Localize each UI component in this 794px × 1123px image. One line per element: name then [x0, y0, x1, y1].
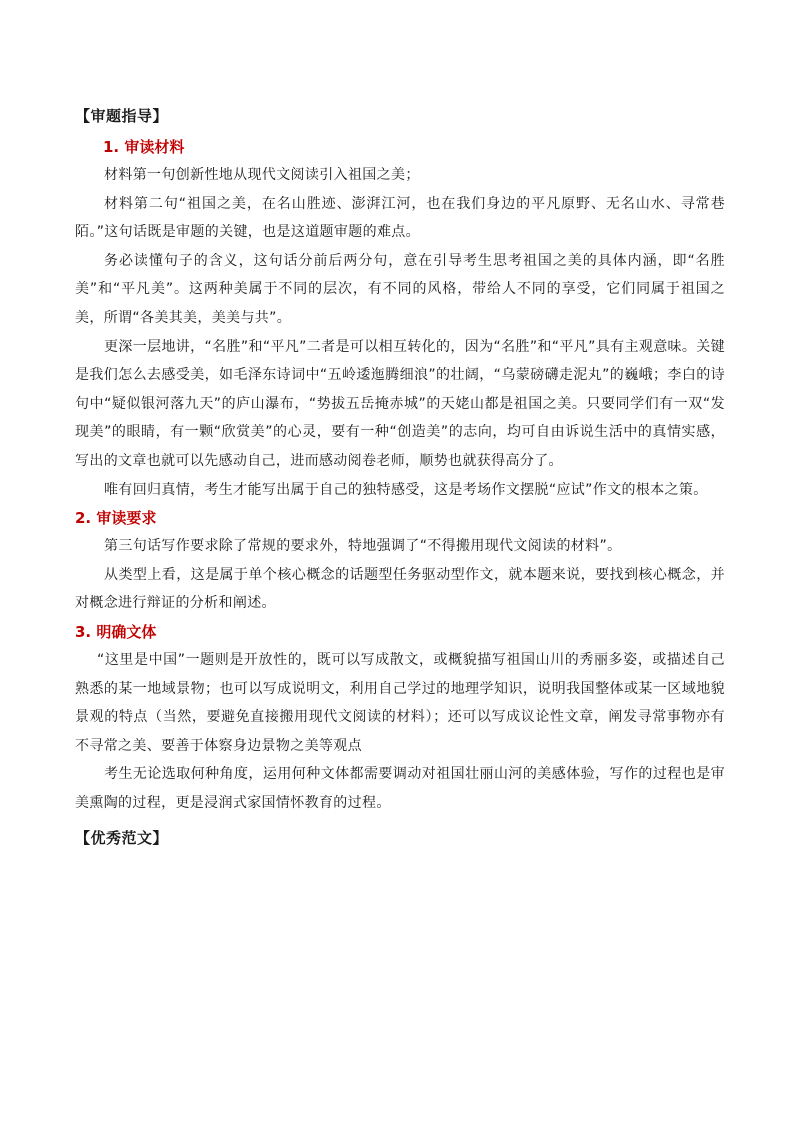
guide-heading: 【审题指导】 — [75, 107, 169, 125]
section-1-title: 1. 审读材料 — [103, 138, 185, 156]
section-2-paragraph: 从类型上看，这是属于单个核心概念的话题型任务驱动型作文，就本题来说，要找到核心概念，并对概念进行辩证的分析和阐述。 — [75, 566, 725, 612]
section-2-title: 2. 审读要求 — [75, 509, 157, 528]
section-1-paragraph: 唯有回归真情，考生才能写出属于自己的独特感受，这是考场作文摆脱“应试”作文的根本之策。 — [104, 481, 708, 498]
document-body — [75, 103, 725, 855]
section-1-paragraph: 材料第二句“祖国之美，在名山胜迹、澎湃江河，也在我们身边的平凡原野、无名山水、寻常巷陌。”这句话既是审题的关键，也是这道题审题的难点。 — [75, 195, 725, 241]
sample-essay-heading: 【优秀范文】 — [75, 829, 169, 848]
section-3-title: 3. 明确文体 — [75, 622, 157, 641]
section-1-paragraph: 更深一层地讲，“名胜”和“平凡”二者是可以相互转化的，因为“名胜”和“平凡”具有主观意味。关键是我们怎么去感受美，如毛泽东诗词中“五岭逶迤腾细浪”的壮阔，“乌蒙磅礴走泥丸”的巍峨；李白的诗句中“疑似银河落九天”的庐山瀑布，“势拔五岳掩赤城”的天姥山都是祖国之美。只要同学们有一双“发现美”的眼睛，有一颗“欣赏美”的心灵，要有一种“创造美”的志向，均可自由诉说生活中的真情实感，写出的文章也就可以先感动自己，进而感动阅卷老师，顺势也就获得高分了。 — [75, 338, 725, 469]
section-2-paragraph: 第三句话写作要求除了常规的要求外，特地强调了“不得搬用现代文阅读的材料”。 — [104, 538, 622, 555]
section-3-paragraph: “这里是中国”一题则是开放性的，既可以写成散文，或概貌描写祖国山川的秀丽多姿，或描述自己熟悉的某一地域景物；也可以写成说明文，利用自己学过的地理学知识，说明我国整体或某一区域地貌景观的特点（当然，要避免直接搬用现代文阅读的材料）；还可以写成议论性文章，阐发寻常事物亦有不寻常之美、要善于体察身边景物之美等观点 — [75, 651, 725, 754]
section-1-paragraph: 材料第一句创新性地从现代文阅读引入祖国之美； — [104, 167, 420, 183]
section-1-paragraph: 务必读懂句子的含义，这句话分前后两分句，意在引导考生思考祖国之美的具体内涵，即“名胜美”和“平凡美”。这两种美属于不同的层次，有不同的风格，带给人不同的享受，它们同属于祖国之美，所谓“各美其美，美美与共”。 — [75, 252, 725, 326]
section-3-paragraph: 考生无论选取何种角度，运用何种文体都需要调动对祖国壮丽山河的美感体验，写作的过程也是审美熏陶的过程，更是浸润式家国情怀教育的过程。 — [75, 766, 725, 811]
